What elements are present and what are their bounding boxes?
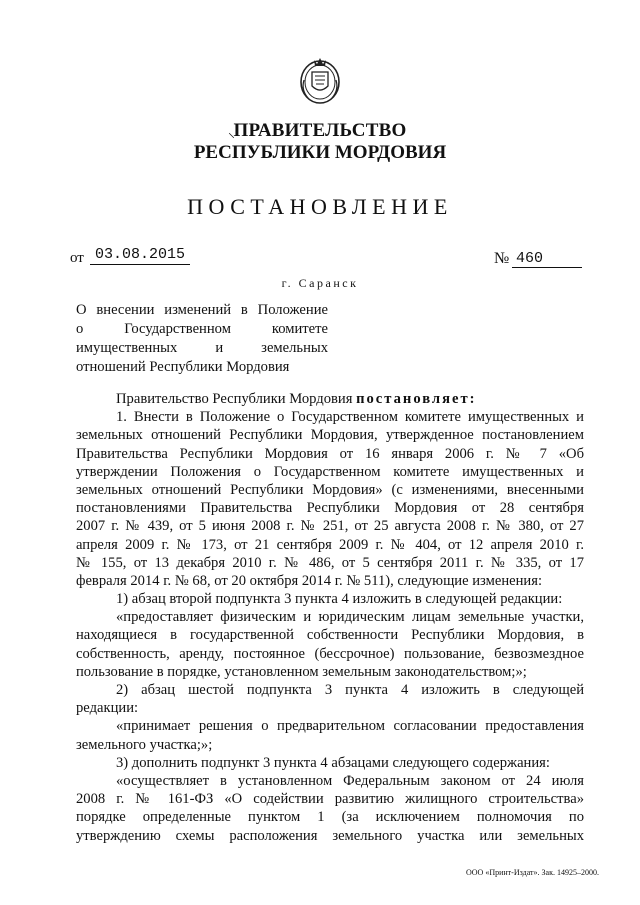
lead-keyword: постановляет: (356, 391, 477, 407)
subject-line: отношений Республики Мордовия (76, 359, 290, 375)
number-prefix: № (494, 250, 510, 267)
body-line: собственность, аренду, постоянное (бессрочное) пользование, безвозмездное (76, 645, 584, 662)
body-line: февраля 2014 г. № 68, от 20 октября 2014 г. № 511), следующие изменения: (76, 572, 543, 589)
org-name-line1: ПРАВИТЕЛЬСТВО (233, 120, 407, 141)
printer-footer: ООО «Принт-Издат». Зак. 14925–2000. (466, 868, 599, 877)
body-line: «принимает решения о предварительном согласовании предоставления (116, 718, 584, 735)
body-line: апреля 2009 г. № 173, от 21 сентября 2009 г. № 404, от 12 апреля 2010 г. (76, 536, 584, 553)
body-line: утверждению схемы расположения земельного участка или земельных (76, 827, 584, 844)
document-subject (76, 301, 328, 377)
subject-line: имущественных и земельных (76, 340, 328, 356)
org-name-line2: РЕСПУБЛИКИ МОРДОВИЯ (193, 142, 447, 163)
body-line: 2) абзац шестой подпункта 3 пункта 4 изложить в следующей (116, 682, 584, 698)
document-date: 03.08.2015 (90, 246, 190, 265)
body-line: № 155, от 13 декабря 2010 г. № 486, от 5 сентября 2011 г. № 335, от 17 (76, 554, 584, 571)
body-line: редакции: (76, 700, 139, 717)
body-line: земельных отношений Республики Мордовия» (с изменениями, внесенными (76, 481, 584, 498)
body-line: порядке определенные пунктом 1 (за исключением полномочия по (76, 809, 584, 826)
handwritten-mark: ⸜ (228, 126, 235, 141)
lead-text: Правительство Республики Мордовия (116, 391, 353, 407)
body-line: 1) абзац второй подпункта 3 пункта 4 изложить в следующей редакции: (116, 591, 563, 608)
subject-line: О внесении изменений в Положение (76, 302, 328, 318)
body-line: 3) дополнить подпункт 3 пункта 4 абзацами следующего содержания: (116, 754, 550, 771)
document-type: ПОСТАНОВЛЕНИЕ (187, 194, 453, 219)
body-line: 2007 г. № 439, от 5 июня 2008 г. № 251, от 25 августа 2008 г. № 380, от 27 (76, 518, 584, 535)
body-line: постановлениями Правительства Республики Мордовия от 28 сентября (76, 500, 584, 517)
date-prefix: от (70, 250, 84, 266)
body-line: пользование в порядке, установленном земельным законодательством;»; (76, 663, 527, 680)
lead-line (76, 390, 584, 408)
coat-of-arms-emblem (298, 52, 342, 106)
city: г. Саранск (281, 276, 359, 290)
body-line: находящиеся в государственной собственности Республики Мордовия, в (76, 627, 584, 644)
body-line: «предоставляет физическим и юридическим лицам земельные участки, (116, 609, 584, 626)
body-line: земельного участка;»; (76, 736, 213, 753)
body-line: Правительства Республики Мордовия от 16 января 2006 г. № 7 «Об (76, 445, 584, 462)
document-number: 460 (512, 250, 582, 268)
body-line: 2008 г. № 161-ФЗ «О содействии развитию жилищного строительства» (76, 791, 584, 808)
body-line: земельных отношений Республики Мордовия, утвержденное постановлением (76, 427, 584, 444)
body-line: «осуществляет в установленном Федеральным законом от 24 июля (116, 772, 584, 789)
document-body (76, 390, 584, 845)
subject-line: о Государственном комитете (76, 321, 328, 337)
body-line: 1. Внести в Положение о Государственном комитете имущественных и (116, 409, 584, 426)
body-line: утверждении Положения о Государственном комитете имущественных и (76, 463, 584, 480)
